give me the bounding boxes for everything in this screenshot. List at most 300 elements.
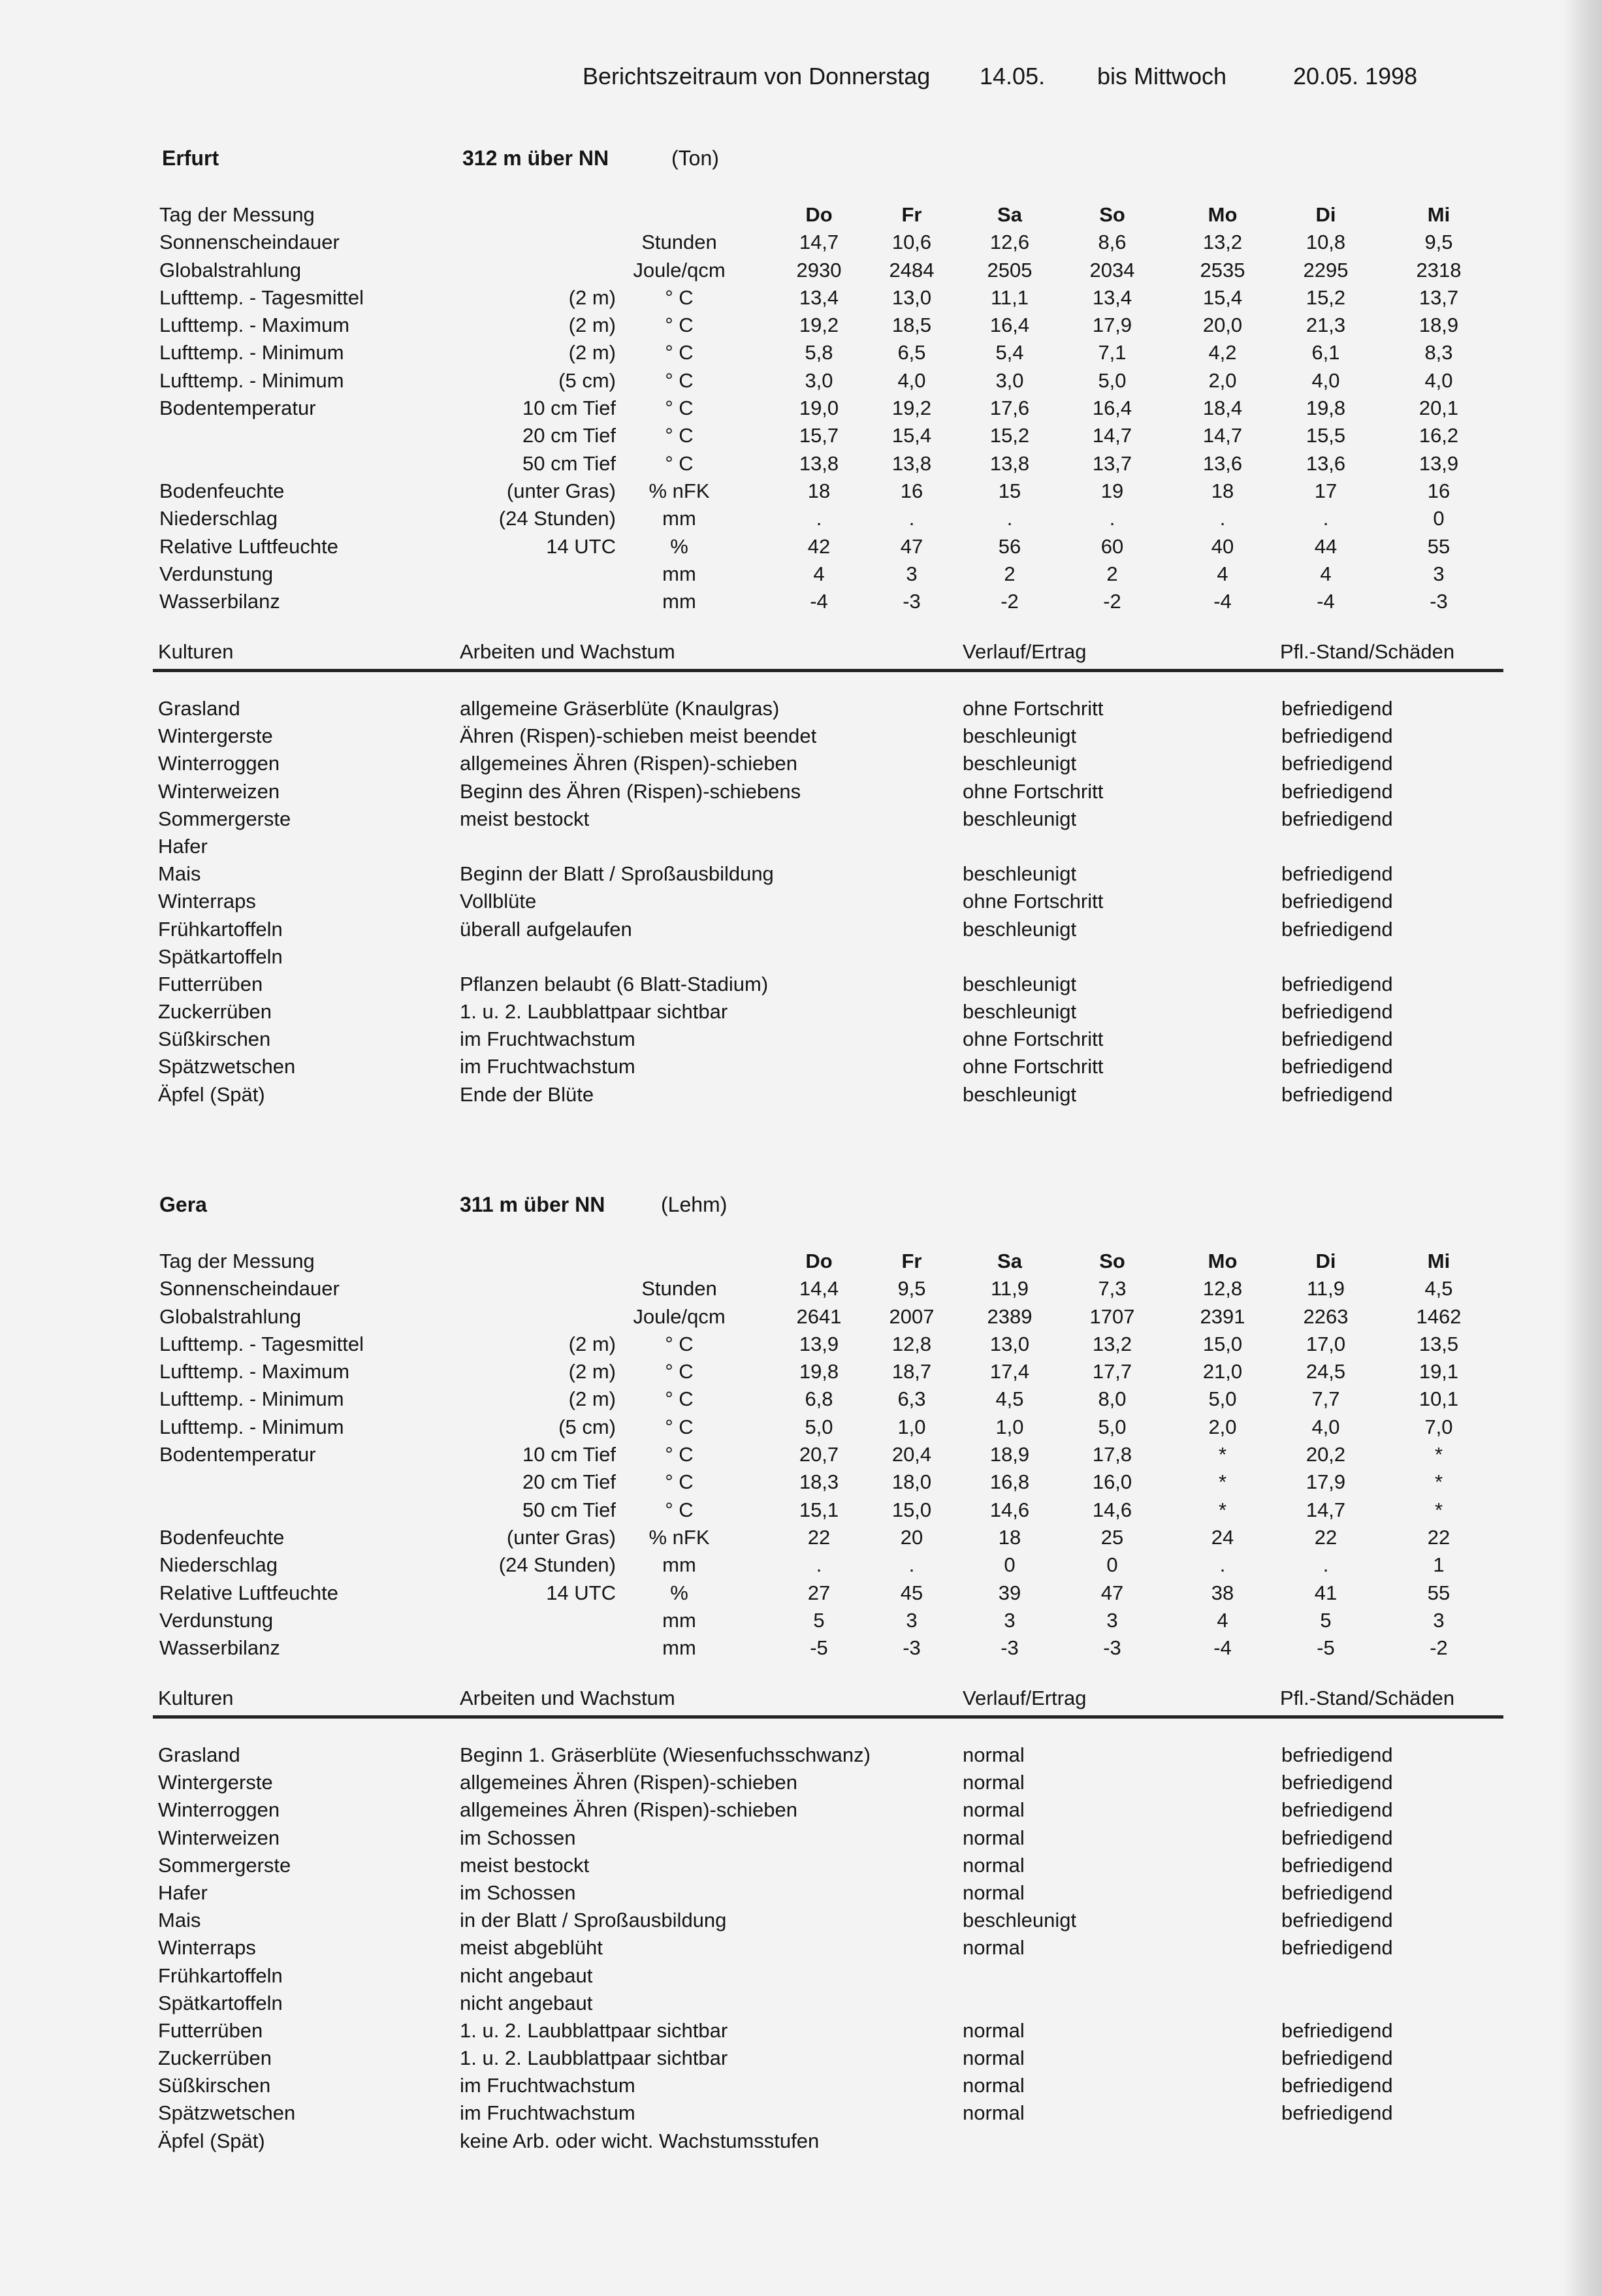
measure-value: 17,0: [1306, 1332, 1346, 1355]
measure-label: Lufttemp. - Minimum: [159, 341, 344, 364]
measure-unit: Joule/qcm: [633, 1304, 726, 1328]
measure-value: 45: [900, 1581, 923, 1604]
measure-value: 2: [1004, 562, 1016, 585]
day-label: Do: [805, 203, 833, 226]
measure-qualifier: 50 cm Tief: [522, 1498, 616, 1521]
measure-value: 22: [807, 1525, 831, 1549]
culture-progress: beschleunigt: [963, 1000, 1077, 1024]
measurement-row: [0, 1634, 1602, 1662]
culture-progress: beschleunigt: [963, 972, 1077, 995]
measure-value: 56: [998, 534, 1021, 558]
measure-label: Lufttemp. - Minimum: [159, 368, 344, 392]
measure-unit: ° C: [665, 341, 694, 364]
measure-qualifier: 14 UTC: [546, 1581, 616, 1604]
measure-value: 13,2: [1092, 1332, 1132, 1355]
measurement-row: [0, 1551, 1602, 1579]
culture-condition: befriedigend: [1281, 1082, 1393, 1106]
measure-value: 2,0: [1208, 368, 1237, 392]
measurement-row: [0, 422, 1602, 449]
measure-label: Relative Luftfeuchte: [159, 534, 339, 558]
measure-qualifier: 20 cm Tief: [522, 424, 616, 447]
measure-value: 17,8: [1092, 1443, 1132, 1466]
measure-value: 3: [1004, 1608, 1016, 1632]
measurement-row: [0, 533, 1602, 560]
measure-unit: Stunden: [641, 231, 717, 254]
measure-value: 5,0: [805, 1415, 833, 1438]
measure-value: 15,4: [891, 424, 932, 447]
measure-value: 5,0: [1098, 1415, 1127, 1438]
culture-work: Beginn 1. Gräserblüte (Wiesenfuchsschwanz): [460, 1743, 871, 1766]
measure-value: 44: [1314, 534, 1338, 558]
culture-progress: normal: [963, 1936, 1025, 1960]
measure-value: 22: [1314, 1525, 1338, 1549]
measure-value: -3: [1430, 590, 1448, 613]
measure-value: -2: [1103, 590, 1121, 613]
measurement-row: [0, 1414, 1602, 1441]
culture-name: Grasland: [158, 1743, 240, 1766]
measure-unit: mm: [662, 1608, 696, 1632]
cultures-header: [0, 1687, 1602, 1718]
measure-value: 20,4: [891, 1443, 932, 1466]
measure-unit: ° C: [665, 285, 694, 309]
measure-value: 4,0: [897, 368, 926, 392]
measure-value: 15,2: [989, 424, 1030, 447]
measure-value: 1: [1433, 1553, 1445, 1577]
cultures-table: [0, 695, 1602, 1108]
culture-work: keine Arb. oder wicht. Wachstumsstufen: [460, 2129, 820, 2152]
measure-value: 2389: [987, 1304, 1033, 1328]
section-rule: [153, 669, 1503, 672]
measure-value: 15,1: [799, 1498, 839, 1521]
measure-value: 2034: [1089, 258, 1135, 282]
culture-name: Spätzwetschen: [158, 1055, 296, 1078]
measure-value: 13,0: [891, 285, 932, 309]
measure-value: 19: [1100, 479, 1124, 502]
measure-value: 17,4: [989, 1360, 1030, 1383]
measure-qualifier: (5 cm): [558, 1415, 616, 1438]
measure-qualifier: (2 m): [568, 1332, 616, 1355]
measure-value: 1707: [1089, 1304, 1135, 1328]
measure-value: .: [1219, 507, 1226, 530]
culture-row: [0, 1053, 1602, 1080]
measure-unit: ° C: [665, 1387, 694, 1411]
measure-value: 5: [1320, 1608, 1332, 1632]
culture-progress: normal: [963, 2046, 1025, 2070]
culture-work: Beginn des Ähren (Rispen)-schiebens: [460, 779, 801, 803]
culture-work: nicht angebaut: [460, 1991, 593, 2014]
measure-label: Globalstrahlung: [159, 1304, 302, 1328]
period-prefix: Berichtszeitraum von Donnerstag: [583, 63, 931, 89]
culture-work: im Fruchtwachstum: [460, 2101, 635, 2125]
measure-value: 24,5: [1306, 1360, 1346, 1383]
col-header-stand: Pfl.-Stand/Schäden: [1280, 1687, 1455, 1709]
culture-row: [0, 1990, 1602, 2017]
measure-value: -2: [1430, 1636, 1448, 1660]
culture-name: Winterroggen: [158, 752, 280, 775]
day-label: Sa: [997, 1250, 1022, 1272]
culture-condition: befriedigend: [1281, 807, 1393, 830]
measure-value: 18,0: [891, 1470, 932, 1494]
measure-unit: %: [670, 534, 688, 558]
measure-value: *: [1218, 1498, 1227, 1521]
culture-condition: befriedigend: [1281, 1000, 1393, 1024]
measure-value: -4: [1213, 1636, 1232, 1660]
culture-row: [0, 1824, 1602, 1852]
culture-row: [0, 1962, 1602, 1990]
measure-value: -2: [1001, 590, 1019, 613]
measure-value: 60: [1100, 534, 1124, 558]
measure-label: Relative Luftfeuchte: [159, 1581, 339, 1604]
culture-condition: befriedigend: [1281, 697, 1393, 720]
culture-name: Futterrüben: [158, 2018, 263, 2042]
measure-value: -5: [810, 1636, 828, 1660]
culture-name: Süßkirschen: [158, 2074, 271, 2097]
measure-value: 4,5: [1424, 1277, 1453, 1301]
measure-label: Niederschlag: [159, 507, 278, 530]
measure-value: 11,9: [1306, 1277, 1345, 1301]
measure-value: 20,2: [1306, 1443, 1346, 1466]
measure-unit: ° C: [665, 424, 694, 447]
culture-work: im Fruchtwachstum: [460, 1055, 635, 1078]
measure-value: *: [1218, 1443, 1227, 1466]
culture-condition: befriedigend: [1281, 1771, 1393, 1794]
culture-condition: befriedigend: [1281, 2074, 1393, 2097]
culture-condition: befriedigend: [1281, 2046, 1393, 2070]
measure-value: 10,8: [1306, 231, 1346, 254]
measure-value: 14,6: [1092, 1498, 1132, 1521]
culture-name: Äpfel (Spät): [158, 2129, 265, 2152]
measure-value: 13,6: [1202, 451, 1243, 475]
measure-label: Lufttemp. - Minimum: [159, 1415, 344, 1438]
culture-name: Spätzwetschen: [158, 2101, 296, 2125]
col-header-kulturen: Kulturen: [158, 1687, 234, 1709]
culture-row: [0, 888, 1602, 915]
culture-row: [0, 1907, 1602, 1934]
measure-label: Lufttemp. - Tagesmittel: [159, 1332, 364, 1355]
culture-condition: befriedigend: [1281, 1909, 1393, 1932]
measure-value: 40: [1211, 534, 1234, 558]
measure-value: 1,0: [897, 1415, 926, 1438]
culture-name: Mais: [158, 862, 201, 886]
col-header-verlauf: Verlauf/Ertrag: [963, 640, 1087, 663]
culture-work: im Schossen: [460, 1881, 576, 1904]
measure-value: .: [816, 1553, 822, 1577]
measure-value: 13,9: [1418, 451, 1459, 475]
culture-row: [0, 2072, 1602, 2099]
measure-label: Wasserbilanz: [159, 590, 280, 613]
measure-unit: % nFK: [649, 1525, 710, 1549]
culture-name: Sommergerste: [158, 807, 291, 830]
measure-value: 19,8: [1306, 396, 1346, 420]
measure-unit: mm: [662, 1553, 696, 1577]
measure-value: 2484: [889, 258, 935, 282]
measure-unit: ° C: [665, 396, 694, 420]
measure-value: 15,0: [1202, 1332, 1243, 1355]
measure-unit: ° C: [665, 368, 694, 392]
measure-value: 1462: [1416, 1304, 1462, 1328]
measure-value: 47: [1100, 1581, 1124, 1604]
measure-value: 20,7: [799, 1443, 839, 1466]
measurement-row: [0, 1607, 1602, 1634]
measure-value: 39: [998, 1581, 1021, 1604]
measure-value: 13,7: [1092, 451, 1132, 475]
day-label: Mo: [1208, 203, 1238, 226]
cultures-header: [0, 640, 1602, 671]
culture-work: allgemeines Ähren (Rispen)-schieben: [460, 1798, 797, 1822]
station-name: Erfurt: [162, 146, 219, 170]
measurement-row: [0, 395, 1602, 422]
measure-label: Tag der Messung: [159, 1250, 315, 1272]
measure-value: 19,8: [799, 1360, 839, 1383]
culture-work: allgemeines Ähren (Rispen)-schieben: [460, 1771, 797, 1794]
measure-value: 2,0: [1208, 1415, 1237, 1438]
culture-work: allgemeines Ähren (Rispen)-schieben: [460, 752, 797, 775]
measure-value: 2505: [987, 258, 1033, 282]
culture-progress: normal: [963, 1881, 1025, 1904]
col-header-arbeiten: Arbeiten und Wachstum: [460, 1687, 675, 1709]
measure-value: 19,2: [891, 396, 932, 420]
measure-label: Tag der Messung: [159, 203, 315, 226]
day-label: Do: [805, 1250, 833, 1272]
day-label: Sa: [997, 203, 1022, 226]
measurement-row: [0, 1358, 1602, 1385]
measure-qualifier: (unter Gras): [506, 479, 616, 502]
measure-label: Wasserbilanz: [159, 1636, 280, 1660]
day-label: Mi: [1427, 203, 1450, 226]
measure-value: 0: [1106, 1553, 1118, 1577]
culture-condition: befriedigend: [1281, 1881, 1393, 1904]
culture-condition: befriedigend: [1281, 2101, 1393, 2125]
col-header-stand: Pfl.-Stand/Schäden: [1280, 640, 1455, 663]
measurement-table: [0, 201, 1602, 615]
measure-qualifier: (2 m): [568, 314, 616, 337]
culture-row: [0, 916, 1602, 943]
measure-value: 4,0: [1311, 368, 1340, 392]
culture-condition: befriedigend: [1281, 1798, 1393, 1822]
culture-work: im Schossen: [460, 1826, 576, 1849]
culture-condition: befriedigend: [1281, 752, 1393, 775]
measure-qualifier: (5 cm): [558, 368, 616, 392]
measure-qualifier: 20 cm Tief: [522, 1470, 616, 1494]
measurement-row: [0, 284, 1602, 312]
measure-qualifier: (24 Stunden): [498, 1553, 616, 1577]
day-label: So: [1099, 203, 1125, 226]
measure-value: -3: [903, 1636, 921, 1660]
measure-value: 15,2: [1306, 285, 1346, 309]
measure-value: .: [1322, 1553, 1329, 1577]
culture-condition: befriedigend: [1281, 972, 1393, 995]
measure-unit: %: [670, 1581, 688, 1604]
culture-name: Äpfel (Spät): [158, 1082, 265, 1106]
measure-value: 1,0: [995, 1415, 1024, 1438]
culture-name: Winterroggen: [158, 1798, 280, 1822]
measure-value: 3: [906, 562, 918, 585]
culture-progress: ohne Fortschritt: [963, 1027, 1104, 1051]
culture-row: [0, 1026, 1602, 1053]
measure-unit: ° C: [665, 314, 694, 337]
measure-value: 4,5: [995, 1387, 1024, 1411]
culture-row: [0, 1879, 1602, 1907]
measure-value: 7,3: [1098, 1277, 1127, 1301]
measure-unit: Stunden: [641, 1277, 717, 1301]
measure-value: 8,3: [1424, 341, 1453, 364]
culture-work: im Fruchtwachstum: [460, 1027, 635, 1051]
day-label: Fr: [901, 203, 922, 226]
measure-value: 2391: [1200, 1304, 1245, 1328]
culture-work: Ende der Blüte: [460, 1082, 594, 1106]
measurement-row: [0, 1579, 1602, 1607]
culture-name: Mais: [158, 1909, 201, 1932]
measure-value: 4: [1217, 1608, 1228, 1632]
day-label: Fr: [901, 1250, 922, 1272]
measure-value: 4,0: [1424, 368, 1453, 392]
measure-value: 13,0: [989, 1332, 1030, 1355]
culture-name: Grasland: [158, 697, 240, 720]
measure-value: 18: [998, 1525, 1021, 1549]
measure-value: 4: [813, 562, 825, 585]
measure-value: 17: [1314, 479, 1338, 502]
culture-name: Hafer: [158, 834, 208, 858]
measure-value: -4: [810, 590, 828, 613]
measure-value: 6,8: [805, 1387, 833, 1411]
culture-row: [0, 2127, 1602, 2155]
measure-value: 10,6: [891, 231, 932, 254]
measure-value: 2930: [796, 258, 842, 282]
measure-qualifier: 50 cm Tief: [522, 451, 616, 475]
measure-value: 17,7: [1092, 1360, 1132, 1383]
measure-value: 5,4: [995, 341, 1024, 364]
measurement-row: [0, 588, 1602, 615]
station-name: Gera: [159, 1193, 207, 1216]
measure-value: 6,5: [897, 341, 926, 364]
measure-qualifier: (2 m): [568, 1387, 616, 1411]
culture-work: Vollblüte: [460, 890, 537, 913]
measure-value: 15,0: [891, 1498, 932, 1521]
culture-progress: beschleunigt: [963, 807, 1077, 830]
culture-condition: befriedigend: [1281, 1826, 1393, 1849]
measure-value: 18,3: [799, 1470, 839, 1494]
measure-value: 12,6: [989, 231, 1030, 254]
culture-progress: normal: [963, 1826, 1025, 1849]
measure-value: -3: [903, 590, 921, 613]
measure-value: 19,1: [1418, 1360, 1459, 1383]
measure-value: 13,5: [1418, 1332, 1459, 1355]
culture-condition: befriedigend: [1281, 1743, 1393, 1766]
culture-condition: befriedigend: [1281, 890, 1393, 913]
measure-label: Sonnenscheindauer: [159, 231, 340, 254]
period-mid: bis Mittwoch: [1097, 63, 1227, 89]
measure-value: 2263: [1303, 1304, 1349, 1328]
culture-row: [0, 722, 1602, 750]
measure-value: 4,2: [1208, 341, 1237, 364]
measure-unit: mm: [662, 1636, 696, 1660]
measure-unit: ° C: [665, 1443, 694, 1466]
culture-work: in der Blatt / Sproßausbildung: [460, 1909, 727, 1932]
measure-value: 18,9: [1418, 314, 1459, 337]
station-altitude: 311 m über NN: [460, 1193, 605, 1216]
measure-value: 19,0: [799, 396, 839, 420]
measure-value: 11,1: [990, 285, 1029, 309]
measure-label: Lufttemp. - Minimum: [159, 1387, 344, 1411]
culture-progress: normal: [963, 2018, 1025, 2042]
measure-value: 13,7: [1418, 285, 1459, 309]
measure-value: 21,3: [1306, 314, 1346, 337]
culture-row: [0, 2099, 1602, 2127]
measurement-row: [0, 312, 1602, 339]
measure-value: 13,4: [1092, 285, 1132, 309]
culture-condition: befriedigend: [1281, 862, 1393, 886]
measure-value: 9,5: [897, 1277, 926, 1301]
culture-name: Frühkartoffeln: [158, 1964, 283, 1987]
measure-value: 9,5: [1424, 231, 1453, 254]
measure-value: .: [816, 507, 822, 530]
measure-qualifier: (24 Stunden): [498, 507, 616, 530]
measure-label: Lufttemp. - Tagesmittel: [159, 285, 364, 309]
culture-row: [0, 695, 1602, 722]
measure-qualifier: 10 cm Tief: [522, 396, 616, 420]
measure-value: 17,9: [1092, 314, 1132, 337]
measure-unit: ° C: [665, 1498, 694, 1521]
culture-row: [0, 833, 1602, 860]
measure-value: *: [1434, 1498, 1443, 1521]
measure-unit: % nFK: [649, 479, 710, 502]
measure-value: 15: [998, 479, 1021, 502]
measure-value: 14,7: [1202, 424, 1243, 447]
measure-value: 15,7: [799, 424, 839, 447]
culture-progress: normal: [963, 1771, 1025, 1794]
measure-value: 13,8: [799, 451, 839, 475]
culture-row: [0, 1796, 1602, 1824]
measurement-row: [0, 1468, 1602, 1496]
measure-value: 12,8: [891, 1332, 932, 1355]
measure-value: 4: [1320, 562, 1332, 585]
measure-value: 2535: [1200, 258, 1245, 282]
culture-work: im Fruchtwachstum: [460, 2074, 635, 2097]
culture-work: Ähren (Rispen)-schieben meist beendet: [460, 724, 817, 748]
culture-work: Beginn der Blatt / Sproßausbildung: [460, 862, 774, 886]
measure-unit: ° C: [665, 1360, 694, 1383]
measure-value: 5,8: [805, 341, 833, 364]
measure-value: 18,4: [1202, 396, 1243, 420]
culture-progress: ohne Fortschritt: [963, 890, 1104, 913]
period-end-date: 20.05. 1998: [1293, 63, 1418, 89]
measure-value: -4: [1317, 590, 1335, 613]
culture-condition: befriedigend: [1281, 2018, 1393, 2042]
culture-progress: normal: [963, 1798, 1025, 1822]
measure-value: 4,0: [1311, 1415, 1340, 1438]
culture-progress: normal: [963, 1743, 1025, 1766]
culture-name: Spätkartoffeln: [158, 1991, 283, 2014]
culture-name: Futterrüben: [158, 972, 263, 995]
measure-value: 16,2: [1418, 424, 1459, 447]
culture-name: Sommergerste: [158, 1853, 291, 1877]
measure-value: 19,2: [799, 314, 839, 337]
measure-value: 2295: [1303, 258, 1349, 282]
culture-row: [0, 1934, 1602, 1962]
measure-value: 13,8: [891, 451, 932, 475]
measure-value: 8,0: [1098, 1387, 1127, 1411]
culture-progress: beschleunigt: [963, 724, 1077, 748]
culture-condition: befriedigend: [1281, 917, 1393, 941]
measure-qualifier: 14 UTC: [546, 534, 616, 558]
station-altitude: 312 m über NN: [462, 146, 609, 170]
measure-value: 14,4: [799, 1277, 839, 1301]
day-label: Di: [1315, 1250, 1336, 1272]
station-header: [0, 146, 1602, 186]
culture-progress: normal: [963, 2101, 1025, 2125]
measure-value: .: [1006, 507, 1013, 530]
measure-value: 8,6: [1098, 231, 1127, 254]
